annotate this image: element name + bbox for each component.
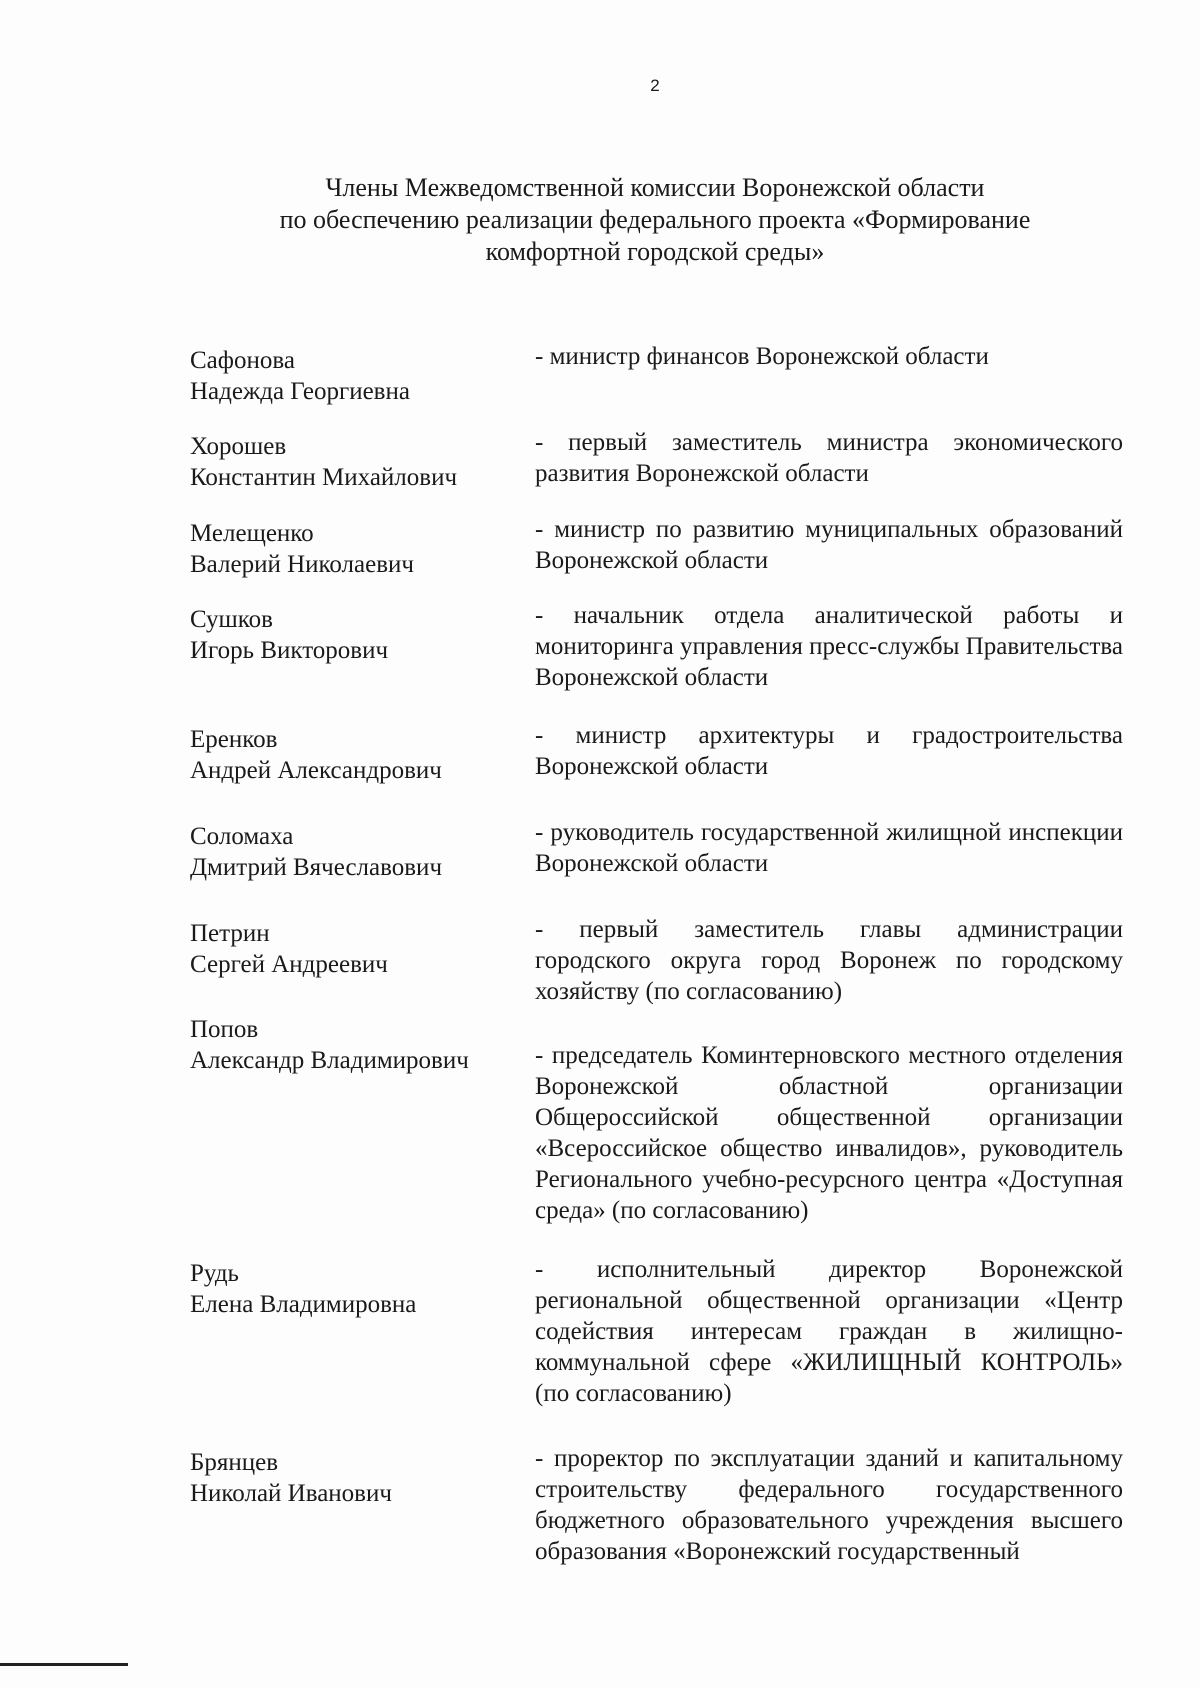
member-given-name: Александр Владимирович [190, 1047, 469, 1074]
member-role: - министр по развитию муниципальных образований Воронежской области [535, 516, 1123, 574]
member-surname: Попов [190, 1016, 259, 1043]
member-given-name: Елена Владимировна [190, 1291, 417, 1318]
member-role: - руководитель государственной жилищной инспекции Воронежской области [535, 819, 1123, 877]
title-line: Члены Межведомственной комиссии Воронежской области [325, 173, 985, 202]
member-given-name: Николай Иванович [190, 1480, 392, 1507]
member-surname: Сушков [190, 606, 273, 633]
member-name [190, 1014, 520, 1076]
member-surname: Хорошев [190, 433, 287, 460]
member-surname: Соломаха [190, 823, 294, 850]
scan-edge-mark [0, 1663, 128, 1666]
member-surname: Мелещенко [190, 520, 314, 547]
member-given-name: Валерий Николаевич [190, 551, 414, 578]
member-surname: Сафонова [190, 347, 295, 374]
member-role: - исполнительный директор Воронежской региональной общественной организации «Центр содействия интересам граждан в жилищно-коммунальной сфере «ЖИЛИЩНЫЙ КОНТРОЛЬ» (по согласованию) [535, 1256, 1123, 1407]
member-role: - начальник отдела аналитической работы и мониторинга управления пресс-службы Правительства Воронежской области [535, 602, 1123, 691]
member-surname: Еренков [190, 726, 278, 753]
member-name [190, 345, 520, 407]
member-role: - первый заместитель министра экономического развития Воронежской области [535, 429, 1123, 487]
member-name [190, 431, 520, 493]
title-line: по обеспечению реализации федерального проекта «Формирование [279, 205, 1031, 234]
member-role: - председатель Коминтерновского местного отделения Воронежской областной организации Общероссийской общественной организации «Всероссийское общество инвалидов», руководитель Регионального учебно-ресурсного центра «Доступная среда» (по согласованию) [535, 1042, 1123, 1224]
member-name [190, 518, 520, 580]
member-given-name: Дмитрий Вячеславович [190, 854, 443, 881]
page-number: 2 [650, 76, 660, 95]
title-line: комфортной городской среды» [485, 237, 825, 266]
member-name [190, 1447, 520, 1509]
member-role: - министр финансов Воронежской области [535, 343, 989, 370]
member-name [190, 918, 520, 980]
member-name [190, 821, 520, 883]
member-role: - проректор по эксплуатации зданий и капитальному строительству федерального государственного бюджетного образовательного учреждения высшего образования «Воронежский государственный [535, 1445, 1123, 1565]
member-given-name: Надежда Георгиевна [190, 378, 410, 405]
member-surname: Петрин [190, 920, 270, 947]
member-role: - министр архитектуры и градостроительства Воронежской области [535, 722, 1123, 780]
document-title [190, 172, 1120, 268]
member-surname: Рудь [190, 1260, 239, 1287]
member-surname: Брянцев [190, 1449, 279, 1476]
member-role: - первый заместитель главы администрации городского округа город Воронеж по городскому хозяйству (по согласованию) [535, 916, 1123, 1005]
member-given-name: Игорь Викторович [190, 637, 389, 664]
member-given-name: Константин Михайлович [190, 464, 458, 491]
member-given-name: Сергей Андреевич [190, 951, 388, 978]
member-name [190, 724, 520, 786]
member-name [190, 604, 520, 666]
member-name [190, 1258, 520, 1320]
member-given-name: Андрей Александрович [190, 757, 442, 784]
